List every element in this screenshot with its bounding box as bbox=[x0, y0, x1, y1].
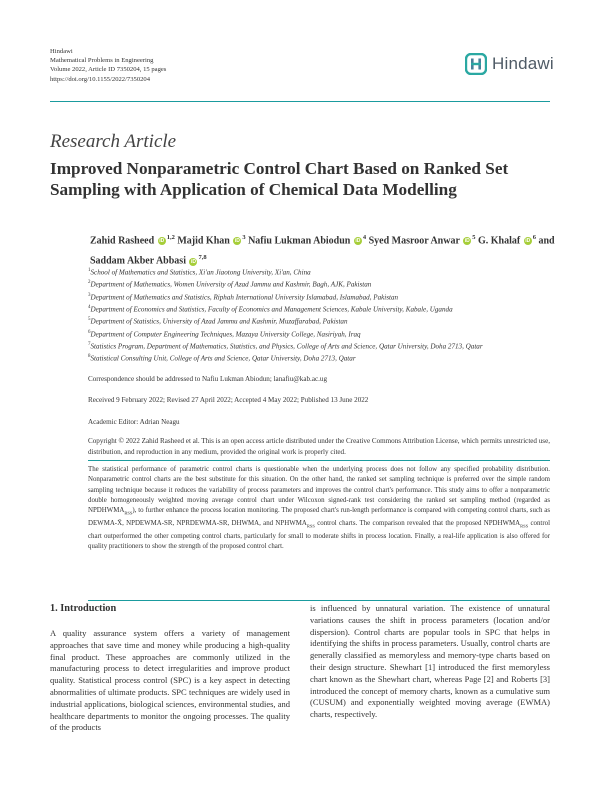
orcid-icon[interactable]: iD bbox=[355, 238, 361, 245]
correspondence: Correspondence should be addressed to Nafiu Lukman Abiodun; lanafiu@kab.ac.ug bbox=[88, 375, 327, 383]
copyright-notice: Copyright © 2022 Zahid Rasheed et al. This is an open access article distributed under the Creative Commons Attribution License, which permits unrestricted use, distribution, and reproduction in any medium, provided the original work is properly cited. bbox=[88, 437, 550, 456]
body-column-right: is influenced by unnatural variation. The existence of unnatural variations causes the shift in process parameters (location and/or dispersion). Control charts are popular tools in SPC that helps in identifying the shifts in process parameters. Usually, control charts are generally classified as memoryless and memory-type charts based on their design structure. Shewhart [1] introduced the first memoryless chart known as the Shewhart chart, whereas Page [2] and Roberts [3] introduced the concept of memory charts, known as a cumulative sum (CUSUM) and exponentially weighted moving average (EWMA) charts, respectively. bbox=[310, 603, 550, 720]
author-name: Zahid Rasheed bbox=[90, 235, 155, 247]
affiliation-text: Statistics Program, Department of Mathematics, Statistics, and Physics, College of Arts and Science, Qatar University, Doha 2713, Qatar bbox=[90, 342, 483, 351]
affiliation-item bbox=[88, 352, 558, 364]
affiliation-item bbox=[88, 315, 558, 327]
hindawi-logo bbox=[465, 53, 554, 75]
affiliation-item bbox=[88, 278, 558, 290]
affiliation-text: School of Mathematics and Statistics, Xi'an Jiaotong University, Xi'an, China bbox=[90, 268, 311, 277]
affiliation-number: 8 bbox=[88, 354, 91, 360]
hindawi-logo-icon bbox=[465, 53, 487, 75]
author-name: G. Khalaf bbox=[477, 235, 521, 247]
affiliation-item bbox=[88, 266, 558, 278]
abstract-text: control charts. The comparison revealed that the proposed NPDHWMA bbox=[314, 520, 521, 528]
abstract-subscript: RSS bbox=[520, 523, 529, 529]
body-column-left: A quality assurance system offers a variety of management approaches that save time and money while producing a high-quality final product. These approaches are commonly utilized in the manufacturing process to detect irregularities and improve product quality. Statistical process control (SPC) is a key aspect in detecting abnormalities of ultimate products. SPC techniques are widely used in industrial applications, biological sciences, environmental studies, and healthcare departments to monitor the ongoing processes. The quality of the products bbox=[50, 628, 290, 733]
article-title: Improved Nonparametric Control Chart Based on Ranked Set Sampling with Application of Chemical Data Modelling bbox=[50, 159, 509, 199]
abstract-bottom-divider bbox=[88, 600, 550, 601]
affiliation-number: 7 bbox=[88, 341, 91, 347]
affiliation-text: Department of Economics and Statistics, Faculty of Economics and Management Sciences, Kabale University, Kabale, Uganda bbox=[90, 305, 453, 314]
affiliation-item bbox=[88, 291, 558, 303]
affiliation-text: Department of Computer Engineering Techniques, Mazaya University College, Nasiriyah, Iraq bbox=[90, 329, 361, 338]
header-divider bbox=[50, 101, 550, 102]
hindawi-logo-text: Hindawi bbox=[492, 54, 554, 73]
author-name: Syed Masroor Anwar bbox=[368, 235, 460, 247]
affiliation-item bbox=[88, 328, 558, 340]
author-conjunction: and bbox=[538, 235, 555, 247]
affiliation-text: Statistical Consulting Unit, College of Arts and Science, Qatar University, Doha 2713, Qatar bbox=[90, 354, 356, 363]
author-affil-ref: 4 bbox=[362, 234, 367, 241]
journal-publisher: Hindawi bbox=[50, 48, 73, 55]
affiliation-text: Department of Statistics, University of Azad Jammu and Kashmir, Muzaffarabad, Pakistan bbox=[90, 317, 348, 326]
affiliation-item bbox=[88, 340, 558, 352]
academic-editor: Academic Editor: Adrian Neagu bbox=[88, 418, 180, 426]
orcid-icon[interactable]: iD bbox=[464, 238, 470, 245]
affiliation-list bbox=[88, 266, 558, 365]
author-name: Majid Khan bbox=[177, 235, 230, 247]
affiliation-number: 6 bbox=[88, 329, 91, 335]
affiliation-number: 3 bbox=[88, 292, 91, 298]
publication-dates: Received 9 February 2022; Revised 27 April 2022; Accepted 4 May 2022; Published 13 June 2022 bbox=[88, 396, 369, 404]
orcid-icon[interactable]: iD bbox=[234, 238, 240, 245]
abstract-text: The statistical performance of parametric control charts is questionable when the underlying process does not follow any specified probability distribution. Nonparametric control charts are the best substitute for this situation. On the other hand, the ranked set sampling technique is preferred over the simple random sampling technique because it reduces the variability of process parameters and improves the control chart's performance. This study aims to offer a nonparametric double homogeneously weighted moving average control chart under Wilcoxon signed-rank test considering the ranked set sampling method (regarded as NPDHWMA bbox=[88, 466, 550, 515]
journal-name: Mathematical Problems in Engineering bbox=[50, 57, 154, 65]
author-affil-ref: 6 bbox=[532, 234, 536, 241]
abstract-subscript: RSS bbox=[306, 523, 315, 529]
author-affil-ref: 5 bbox=[472, 234, 476, 241]
orcid-icon[interactable]: iD bbox=[159, 238, 165, 245]
affiliation-item bbox=[88, 303, 558, 315]
orcid-icon[interactable]: iD bbox=[525, 238, 531, 245]
journal-doi[interactable]: https://doi.org/10.1155/2022/7350204 bbox=[50, 75, 151, 83]
abstract-subscript: RSS bbox=[124, 510, 133, 516]
author-affil-ref: 3 bbox=[242, 234, 246, 241]
journal-volume: Volume 2022, Article ID 7350204, 15 pages bbox=[50, 66, 167, 74]
abstract-top-divider bbox=[88, 460, 550, 461]
article-type: Research Article bbox=[50, 131, 177, 152]
affiliation-text: Department of Mathematics, Women University of Azad Jammu and Kashmir, Bagh, AJK, Pakistan bbox=[90, 280, 372, 289]
journal-info bbox=[50, 47, 166, 84]
abstract bbox=[88, 465, 550, 553]
author-name: Saddam Akber Abbasi bbox=[90, 255, 186, 267]
affiliation-number: 1 bbox=[88, 268, 91, 273]
author-list bbox=[90, 229, 560, 270]
affiliation-number: 5 bbox=[88, 317, 91, 323]
abstract-text: ), to further enhance the process location monitoring. The proposed chart's run-length performance is compared with competing control charts, such as DEWMA-X̄, NPDEWMA-SR, NPRDEWMA-SR, DHWMA, and NPHWMA bbox=[88, 507, 550, 528]
affiliation-number: 4 bbox=[88, 304, 91, 310]
orcid-icon[interactable]: iD bbox=[190, 258, 196, 265]
author-affil-ref: 1,2 bbox=[166, 234, 175, 241]
section-heading-introduction: 1. Introduction bbox=[50, 603, 117, 614]
abstract-text: control chart outperformed the other competing control charts, particularly for small to moderate shifts in process location. Finally, a real-life application is also offered for quality practitioners to show the strength of the proposed control chart. bbox=[88, 520, 550, 551]
author-affil-ref: 7,8 bbox=[198, 254, 207, 262]
author-name: Nafiu Lukman Abiodun bbox=[248, 235, 351, 247]
affiliation-text: Department of Mathematics and Statistics, Riphah International University Islamabad, Islamabad, Pakistan bbox=[90, 292, 399, 301]
affiliation-number: 2 bbox=[88, 280, 91, 286]
